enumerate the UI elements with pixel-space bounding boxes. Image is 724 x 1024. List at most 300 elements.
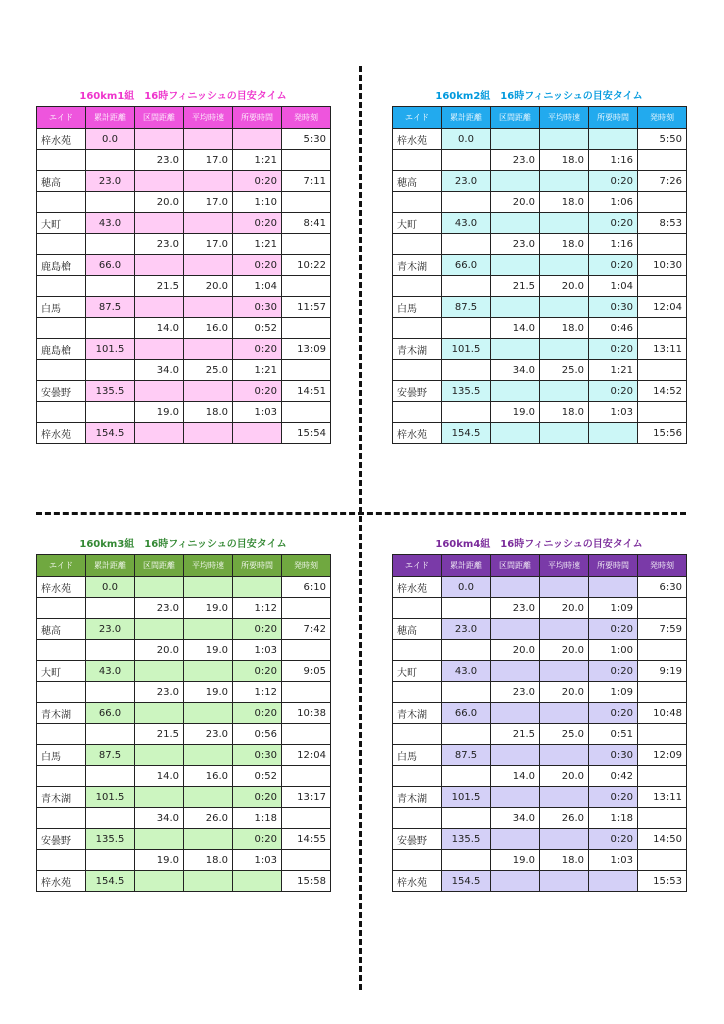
segment-distance-cell: 23.0 — [491, 150, 540, 171]
cumulative-distance-cell — [442, 808, 491, 829]
column-header: 所要時間 — [589, 107, 638, 129]
aid-station-cell: 大町 — [393, 213, 442, 234]
column-header: 所要時間 — [233, 107, 282, 129]
average-speed-cell — [540, 661, 589, 682]
departure-time-cell — [638, 724, 687, 745]
column-header: エイド — [393, 107, 442, 129]
duration-cell: 1:21 — [233, 234, 282, 255]
departure-time-cell — [282, 234, 331, 255]
segment-distance-cell — [135, 787, 184, 808]
table-row — [37, 171, 331, 192]
table-row — [393, 640, 687, 661]
column-header: 発時刻 — [282, 555, 331, 577]
average-speed-cell — [184, 255, 233, 276]
schedule-table — [392, 554, 687, 892]
table-row — [37, 360, 331, 381]
segment-distance-cell — [135, 339, 184, 360]
table-row — [393, 255, 687, 276]
aid-station-cell: 青木湖 — [393, 255, 442, 276]
duration-cell — [589, 871, 638, 892]
average-speed-cell — [540, 423, 589, 444]
departure-time-cell: 15:54 — [282, 423, 331, 444]
average-speed-cell: 25.0 — [540, 724, 589, 745]
duration-cell: 1:03 — [589, 850, 638, 871]
departure-time-cell: 9:19 — [638, 661, 687, 682]
table-row — [37, 255, 331, 276]
table-header-row — [37, 555, 331, 577]
cumulative-distance-cell: 43.0 — [86, 213, 135, 234]
segment-distance-cell: 20.0 — [135, 640, 184, 661]
average-speed-cell — [184, 703, 233, 724]
aid-station-cell: 白馬 — [37, 297, 86, 318]
aid-station-cell — [393, 766, 442, 787]
column-header: 発時刻 — [282, 107, 331, 129]
cumulative-distance-cell: 87.5 — [86, 297, 135, 318]
duration-cell: 1:21 — [589, 360, 638, 381]
duration-cell: 0:20 — [233, 787, 282, 808]
duration-cell: 0:20 — [233, 339, 282, 360]
average-speed-cell: 17.0 — [184, 150, 233, 171]
aid-station-cell — [393, 192, 442, 213]
cumulative-distance-cell — [86, 850, 135, 871]
segment-distance-cell — [491, 423, 540, 444]
departure-time-cell: 13:17 — [282, 787, 331, 808]
table-row — [393, 745, 687, 766]
average-speed-cell — [184, 381, 233, 402]
aid-station-cell: 梓水苑 — [37, 871, 86, 892]
aid-station-cell — [393, 850, 442, 871]
duration-cell: 0:52 — [233, 318, 282, 339]
average-speed-cell: 20.0 — [184, 276, 233, 297]
average-speed-cell — [184, 297, 233, 318]
duration-cell: 0:20 — [589, 213, 638, 234]
cumulative-distance-cell: 154.5 — [442, 423, 491, 444]
table-row — [393, 339, 687, 360]
duration-cell: 1:06 — [589, 192, 638, 213]
column-header: 区間距離 — [491, 555, 540, 577]
column-header: 区間距離 — [491, 107, 540, 129]
table-header-row — [393, 555, 687, 577]
average-speed-cell — [540, 871, 589, 892]
duration-cell: 0:20 — [233, 213, 282, 234]
duration-cell: 1:16 — [589, 150, 638, 171]
departure-time-cell: 14:52 — [638, 381, 687, 402]
cumulative-distance-cell — [442, 234, 491, 255]
table-row — [37, 318, 331, 339]
aid-station-cell — [393, 360, 442, 381]
duration-cell: 0:20 — [589, 381, 638, 402]
table-row — [37, 766, 331, 787]
departure-time-cell: 10:30 — [638, 255, 687, 276]
cumulative-distance-cell — [442, 360, 491, 381]
departure-time-cell — [638, 402, 687, 423]
aid-station-cell — [393, 598, 442, 619]
table-row — [393, 871, 687, 892]
schedule-table — [392, 106, 687, 444]
aid-station-cell: 鹿島槍 — [37, 339, 86, 360]
duration-cell: 1:12 — [233, 682, 282, 703]
table-row — [393, 829, 687, 850]
departure-time-cell — [282, 808, 331, 829]
average-speed-cell: 18.0 — [184, 850, 233, 871]
cumulative-distance-cell — [86, 276, 135, 297]
cumulative-distance-cell — [442, 640, 491, 661]
departure-time-cell — [638, 808, 687, 829]
cumulative-distance-cell: 43.0 — [86, 661, 135, 682]
aid-station-cell: 安曇野 — [393, 381, 442, 402]
aid-station-cell: 大町 — [37, 661, 86, 682]
departure-time-cell: 6:10 — [282, 577, 331, 598]
cumulative-distance-cell: 135.5 — [86, 829, 135, 850]
duration-cell: 0:56 — [233, 724, 282, 745]
aid-station-cell: 白馬 — [393, 297, 442, 318]
column-header: 発時刻 — [638, 555, 687, 577]
table-row — [393, 661, 687, 682]
aid-station-cell — [37, 808, 86, 829]
departure-time-cell: 7:59 — [638, 619, 687, 640]
aid-station-cell — [37, 318, 86, 339]
average-speed-cell: 18.0 — [540, 192, 589, 213]
table-row — [393, 423, 687, 444]
duration-cell: 0:20 — [589, 339, 638, 360]
departure-time-cell: 12:04 — [282, 745, 331, 766]
departure-time-cell: 7:42 — [282, 619, 331, 640]
table-row — [37, 787, 331, 808]
table-row — [37, 402, 331, 423]
duration-cell: 0:30 — [233, 745, 282, 766]
average-speed-cell: 20.0 — [540, 598, 589, 619]
table-row — [37, 381, 331, 402]
segment-distance-cell: 20.0 — [135, 192, 184, 213]
departure-time-cell: 10:22 — [282, 255, 331, 276]
schedule-panel-4 — [392, 536, 686, 892]
duration-cell: 1:09 — [589, 598, 638, 619]
departure-time-cell — [638, 192, 687, 213]
duration-cell — [233, 577, 282, 598]
duration-cell: 1:04 — [589, 276, 638, 297]
duration-cell: 1:12 — [233, 598, 282, 619]
duration-cell: 0:20 — [589, 787, 638, 808]
duration-cell: 1:00 — [589, 640, 638, 661]
table-row — [393, 724, 687, 745]
table-row — [37, 640, 331, 661]
segment-distance-cell: 14.0 — [491, 318, 540, 339]
column-header: 累計距離 — [86, 555, 135, 577]
cumulative-distance-cell: 66.0 — [442, 255, 491, 276]
departure-time-cell: 12:09 — [638, 745, 687, 766]
table-header-row — [393, 107, 687, 129]
segment-distance-cell: 19.0 — [491, 850, 540, 871]
departure-time-cell — [638, 640, 687, 661]
duration-cell: 1:18 — [233, 808, 282, 829]
cumulative-distance-cell: 66.0 — [86, 255, 135, 276]
departure-time-cell: 13:09 — [282, 339, 331, 360]
cumulative-distance-cell: 0.0 — [86, 129, 135, 150]
cumulative-distance-cell: 43.0 — [442, 661, 491, 682]
cumulative-distance-cell — [442, 150, 491, 171]
table-row — [37, 297, 331, 318]
cumulative-distance-cell — [442, 724, 491, 745]
column-header: 累計距離 — [442, 555, 491, 577]
duration-cell: 0:20 — [589, 171, 638, 192]
departure-time-cell: 7:26 — [638, 171, 687, 192]
column-header: 平均時速 — [540, 107, 589, 129]
duration-cell: 0:20 — [233, 661, 282, 682]
average-speed-cell: 25.0 — [184, 360, 233, 381]
duration-cell: 0:20 — [589, 703, 638, 724]
segment-distance-cell — [491, 829, 540, 850]
aid-station-cell: 穂高 — [37, 171, 86, 192]
segment-distance-cell — [135, 619, 184, 640]
segment-distance-cell — [491, 577, 540, 598]
table-row — [393, 766, 687, 787]
average-speed-cell — [540, 745, 589, 766]
departure-time-cell: 15:58 — [282, 871, 331, 892]
aid-station-cell: 青木湖 — [37, 787, 86, 808]
departure-time-cell — [282, 766, 331, 787]
panel-title: 160km1組 16時フィニッシュの目安タイム — [79, 91, 287, 102]
table-row — [393, 234, 687, 255]
departure-time-cell — [638, 682, 687, 703]
table-row — [37, 192, 331, 213]
duration-cell: 0:30 — [589, 297, 638, 318]
table-row — [37, 850, 331, 871]
average-speed-cell: 16.0 — [184, 318, 233, 339]
segment-distance-cell: 14.0 — [135, 318, 184, 339]
aid-station-cell: 青木湖 — [37, 703, 86, 724]
duration-cell — [233, 423, 282, 444]
cumulative-distance-cell: 0.0 — [86, 577, 135, 598]
duration-cell: 1:04 — [233, 276, 282, 297]
segment-distance-cell — [491, 661, 540, 682]
aid-station-cell: 安曇野 — [37, 829, 86, 850]
duration-cell: 0:30 — [589, 745, 638, 766]
departure-time-cell: 13:11 — [638, 339, 687, 360]
departure-time-cell — [638, 360, 687, 381]
table-row — [37, 423, 331, 444]
segment-distance-cell — [491, 745, 540, 766]
aid-station-cell: 大町 — [393, 661, 442, 682]
departure-time-cell — [638, 150, 687, 171]
aid-station-cell: 白馬 — [37, 745, 86, 766]
aid-station-cell — [393, 682, 442, 703]
table-row — [37, 871, 331, 892]
aid-station-cell: 青木湖 — [393, 339, 442, 360]
schedule-panel-3 — [36, 536, 330, 892]
cumulative-distance-cell — [442, 276, 491, 297]
aid-station-cell — [393, 640, 442, 661]
horizontal-cut-line — [36, 512, 686, 515]
segment-distance-cell: 34.0 — [135, 360, 184, 381]
average-speed-cell — [184, 577, 233, 598]
average-speed-cell: 19.0 — [184, 598, 233, 619]
table-row — [37, 150, 331, 171]
cumulative-distance-cell: 23.0 — [442, 619, 491, 640]
cumulative-distance-cell: 135.5 — [442, 829, 491, 850]
duration-cell: 0:20 — [233, 381, 282, 402]
duration-cell: 0:30 — [233, 297, 282, 318]
duration-cell — [233, 871, 282, 892]
average-speed-cell — [184, 829, 233, 850]
segment-distance-cell: 23.0 — [135, 234, 184, 255]
cumulative-distance-cell: 0.0 — [442, 577, 491, 598]
table-row — [37, 724, 331, 745]
segment-distance-cell — [135, 829, 184, 850]
aid-station-cell: 安曇野 — [37, 381, 86, 402]
segment-distance-cell — [135, 745, 184, 766]
average-speed-cell: 20.0 — [540, 276, 589, 297]
average-speed-cell — [184, 339, 233, 360]
departure-time-cell — [282, 150, 331, 171]
average-speed-cell: 17.0 — [184, 192, 233, 213]
segment-distance-cell — [491, 129, 540, 150]
segment-distance-cell: 21.5 — [491, 724, 540, 745]
segment-distance-cell — [135, 577, 184, 598]
table-row — [393, 381, 687, 402]
average-speed-cell — [184, 787, 233, 808]
departure-time-cell: 15:53 — [638, 871, 687, 892]
table-row — [37, 745, 331, 766]
column-header: エイド — [393, 555, 442, 577]
segment-distance-cell — [491, 619, 540, 640]
average-speed-cell — [540, 213, 589, 234]
duration-cell: 0:52 — [233, 766, 282, 787]
table-row — [37, 619, 331, 640]
segment-distance-cell — [491, 297, 540, 318]
table-row — [393, 402, 687, 423]
aid-station-cell — [37, 598, 86, 619]
table-row — [393, 297, 687, 318]
segment-distance-cell: 21.5 — [135, 276, 184, 297]
average-speed-cell — [540, 703, 589, 724]
departure-time-cell: 15:56 — [638, 423, 687, 444]
segment-distance-cell: 20.0 — [491, 640, 540, 661]
panel-title: 160km2組 16時フィニッシュの目安タイム — [435, 91, 643, 102]
departure-time-cell: 5:50 — [638, 129, 687, 150]
duration-cell — [233, 129, 282, 150]
cumulative-distance-cell — [442, 598, 491, 619]
average-speed-cell — [540, 787, 589, 808]
departure-time-cell: 8:41 — [282, 213, 331, 234]
segment-distance-cell — [491, 787, 540, 808]
duration-cell: 1:09 — [589, 682, 638, 703]
segment-distance-cell — [135, 171, 184, 192]
column-header: 区間距離 — [135, 107, 184, 129]
aid-station-cell — [393, 318, 442, 339]
aid-station-cell — [37, 276, 86, 297]
table-row — [393, 129, 687, 150]
column-header: 所要時間 — [233, 555, 282, 577]
table-row — [37, 129, 331, 150]
average-speed-cell — [184, 129, 233, 150]
cumulative-distance-cell — [442, 850, 491, 871]
cumulative-distance-cell: 0.0 — [442, 129, 491, 150]
segment-distance-cell — [135, 213, 184, 234]
departure-time-cell — [282, 360, 331, 381]
departure-time-cell — [282, 682, 331, 703]
cumulative-distance-cell: 87.5 — [442, 745, 491, 766]
average-speed-cell: 18.0 — [540, 402, 589, 423]
departure-time-cell: 10:38 — [282, 703, 331, 724]
aid-station-cell — [37, 234, 86, 255]
segment-distance-cell: 23.0 — [135, 682, 184, 703]
cumulative-distance-cell: 23.0 — [442, 171, 491, 192]
departure-time-cell — [282, 192, 331, 213]
average-speed-cell: 18.0 — [540, 850, 589, 871]
table-row — [37, 234, 331, 255]
departure-time-cell: 7:11 — [282, 171, 331, 192]
cumulative-distance-cell — [442, 318, 491, 339]
table-row — [393, 682, 687, 703]
average-speed-cell — [540, 381, 589, 402]
cumulative-distance-cell: 66.0 — [86, 703, 135, 724]
duration-cell: 1:21 — [233, 360, 282, 381]
cumulative-distance-cell: 101.5 — [86, 339, 135, 360]
aid-station-cell — [37, 850, 86, 871]
aid-station-cell: 青木湖 — [393, 787, 442, 808]
departure-time-cell — [638, 234, 687, 255]
departure-time-cell — [638, 766, 687, 787]
segment-distance-cell — [491, 871, 540, 892]
column-header: エイド — [37, 555, 86, 577]
duration-cell — [589, 423, 638, 444]
average-speed-cell: 18.0 — [540, 318, 589, 339]
table-row — [393, 577, 687, 598]
cumulative-distance-cell — [442, 192, 491, 213]
segment-distance-cell — [491, 339, 540, 360]
aid-station-cell: 穂高 — [393, 619, 442, 640]
cumulative-distance-cell: 101.5 — [442, 787, 491, 808]
departure-time-cell: 11:57 — [282, 297, 331, 318]
aid-station-cell — [37, 640, 86, 661]
average-speed-cell — [540, 339, 589, 360]
segment-distance-cell — [491, 213, 540, 234]
aid-station-cell — [37, 192, 86, 213]
segment-distance-cell: 19.0 — [491, 402, 540, 423]
duration-cell: 0:20 — [589, 829, 638, 850]
departure-time-cell — [282, 640, 331, 661]
segment-distance-cell: 21.5 — [135, 724, 184, 745]
average-speed-cell: 18.0 — [184, 402, 233, 423]
average-speed-cell — [184, 871, 233, 892]
cumulative-distance-cell — [86, 808, 135, 829]
segment-distance-cell: 34.0 — [135, 808, 184, 829]
cumulative-distance-cell: 87.5 — [442, 297, 491, 318]
cumulative-distance-cell: 135.5 — [86, 381, 135, 402]
table-row — [393, 850, 687, 871]
aid-station-cell — [393, 724, 442, 745]
schedule-table — [36, 554, 331, 892]
table-header-row — [37, 107, 331, 129]
table-row — [393, 703, 687, 724]
segment-distance-cell — [135, 871, 184, 892]
table-row — [37, 577, 331, 598]
segment-distance-cell — [135, 381, 184, 402]
departure-time-cell — [282, 318, 331, 339]
average-speed-cell: 19.0 — [184, 640, 233, 661]
departure-time-cell — [282, 276, 331, 297]
column-header: 累計距離 — [86, 107, 135, 129]
table-row — [393, 808, 687, 829]
duration-cell: 0:46 — [589, 318, 638, 339]
average-speed-cell — [184, 619, 233, 640]
cumulative-distance-cell — [86, 724, 135, 745]
segment-distance-cell: 23.0 — [135, 150, 184, 171]
aid-station-cell — [37, 724, 86, 745]
table-row — [393, 276, 687, 297]
segment-distance-cell: 23.0 — [491, 234, 540, 255]
aid-station-cell: 梓水苑 — [37, 577, 86, 598]
